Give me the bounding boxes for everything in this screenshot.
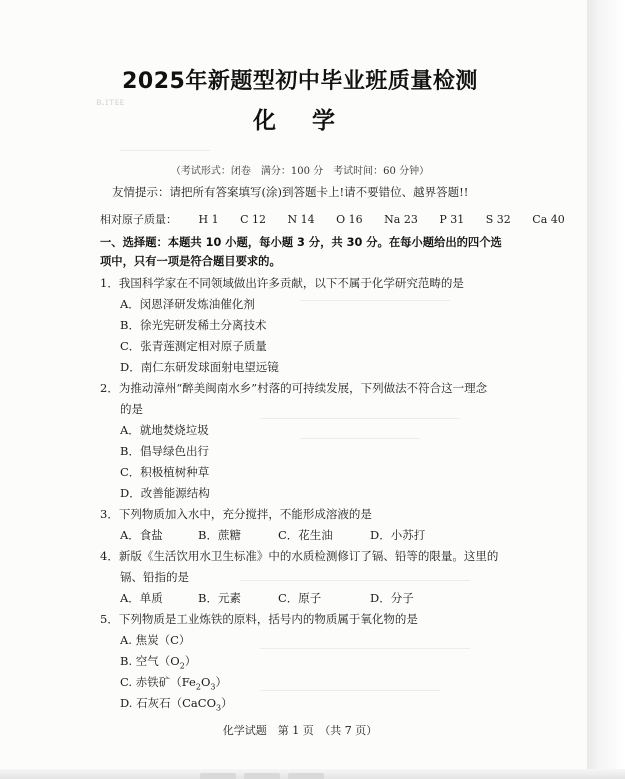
question-option: D．南仁东研发球面射电望远镜 (120, 360, 279, 374)
question-options-row (120, 590, 414, 606)
question-stem: 4．新版《生活饮用水卫生标准》中的水质检测修订了镉、铅等的限量。这里的 (100, 549, 499, 563)
question-option: A．闵恩泽研发炼油催化剂 (120, 297, 255, 311)
friendly-notice: 友情提示：请把所有答案填写(涂)到答题卡上!请不要错位、越界答题!! (112, 185, 469, 199)
scan-artifact (244, 773, 280, 779)
subscript: 3 (216, 703, 222, 713)
question-stem: 5．下列物质是工业炼铁的原料，括号内的物质属于氧化物的是 (100, 612, 418, 626)
question-stem: 2．为推动漳州“醉美闽南水乡”村落的可持续发展，下列做法不符合这一理念 (100, 381, 488, 395)
page-footer: 化学试题 第 1 页 （共 7 页） (222, 724, 378, 737)
exam-info: （考试形式：闭卷 满分：100 分 考试时间：60 分钟） (170, 166, 430, 177)
bleed-through-mark: ʙ.ɪᴛᴇᴇ (96, 97, 125, 108)
question-option: C．张青莲测定相对原子质量 (120, 339, 267, 353)
subscript: 2 (195, 682, 201, 692)
question-stem: 3．下列物质加入水中，充分搅拌，不能形成溶液的是 (100, 507, 372, 521)
subscript: 2 (179, 661, 185, 671)
atomic-mass-item: C 12 (240, 213, 267, 226)
atomic-mass-item: Ca 40 (532, 213, 565, 226)
question-option: B．徐光宪研发稀土分离技术 (120, 318, 267, 332)
scan-artifact (200, 773, 236, 779)
bleed-through-line (300, 438, 420, 439)
question-option: C．原子 (278, 591, 322, 605)
question-option: C．花生油 (278, 528, 333, 542)
option-text: D. 石灰石（CaCO (120, 696, 217, 710)
subscript: 3 (210, 682, 216, 692)
question-option: D．改善能源结构 (120, 486, 210, 500)
subject-title (0, 102, 590, 135)
option-text: B. 空气（O (120, 654, 180, 668)
atomic-mass-item: P 31 (439, 213, 465, 226)
atomic-mass-label: 相对原子质量： (100, 213, 177, 226)
bleed-through-line (260, 648, 470, 649)
question-option: D．小苏打 (370, 528, 426, 542)
question-option: B．蔗糖 (198, 528, 241, 542)
section-heading-line: 项中，只有一项是符合题目要求的。 (100, 255, 281, 268)
question-stem-continued: 镉、铅指的是 (120, 570, 189, 584)
atomic-mass-item: H 1 (198, 213, 219, 226)
exam-title: 2025年新题型初中毕业班质量检测 (122, 69, 478, 94)
section-heading (100, 233, 520, 271)
atomic-mass-item: Na 23 (384, 213, 418, 226)
scan-bottom-edge (0, 769, 625, 779)
question-option: A. 焦炭（C） (120, 633, 191, 647)
option-text: ） (215, 675, 227, 689)
bleed-through-line (260, 418, 460, 419)
bleed-through-line (240, 580, 470, 581)
question-option: B．倡导绿色出行 (120, 444, 209, 458)
subject-char: 化 (253, 108, 278, 134)
question-option (120, 674, 227, 691)
section-heading-line: 一、选择题：本题共 10 小题，每小题 3 分，共 30 分。在每小题给出的四个选 (100, 236, 502, 249)
question-option (120, 653, 196, 670)
atomic-mass-line (100, 211, 565, 227)
option-text: C. 赤铁矿（Fe (120, 675, 196, 689)
question-option: A．就地焚烧垃圾 (120, 423, 209, 437)
atomic-mass-item: O 16 (336, 213, 363, 226)
question-option: A．食盐 (120, 528, 163, 542)
question-option: D．分子 (370, 591, 414, 605)
subject-char: 学 (312, 108, 337, 134)
scan-artifact (288, 773, 324, 779)
question-options-row (120, 527, 425, 543)
question-stem-continued: 的是 (120, 402, 143, 416)
question-option: C．积极植树种草 (120, 465, 210, 479)
question-stem: 1．我国科学家在不同领域做出许多贡献，以下不属于化学研究范畴的是 (100, 276, 464, 290)
option-text: ） (221, 696, 233, 710)
bleed-through-line (300, 300, 450, 301)
option-text: ） (184, 654, 197, 668)
bleed-through-line (120, 150, 210, 151)
question-option: A．单质 (120, 591, 163, 605)
atomic-mass-item: N 14 (287, 213, 315, 226)
bleed-through-line (260, 690, 440, 691)
question-option: B．元素 (198, 591, 241, 605)
atomic-mass-item: S 32 (485, 213, 511, 226)
question-option (120, 695, 233, 712)
option-text: O (200, 675, 211, 689)
scan-margin (587, 0, 625, 779)
